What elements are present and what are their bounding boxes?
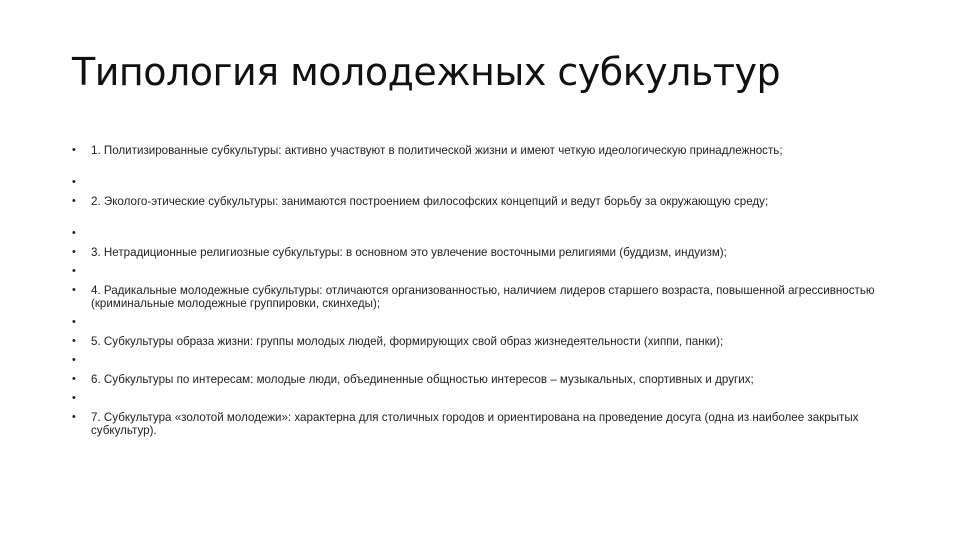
list-item xyxy=(72,284,882,310)
list-item-text: 6. Субкультуры по интересам: молодые люди, объединенные общностью интересов – музыкальных, спортивных и других; xyxy=(91,373,754,386)
bullet-icon: • xyxy=(72,195,76,207)
list-item-text: 2. Эколого-этические субкультуры: занимаются построением философских концепций и ведут борьбу за окружающую среду; xyxy=(91,195,769,208)
list-item xyxy=(72,411,882,437)
list-item xyxy=(72,373,882,386)
list-item-text: 7. Субкультура «золотой молодежи»: характерна для столичных городов и ориентирована на проведение досуга (одна из наиболее закрытых субкультур). xyxy=(91,411,859,437)
bullet-icon: • xyxy=(72,284,76,296)
list-item xyxy=(72,335,882,348)
list-item-empty xyxy=(72,354,882,367)
bullet-icon: • xyxy=(72,144,76,156)
bullet-icon: • xyxy=(72,176,76,188)
list-item-text: 4. Радикальные молодежные субкультуры: отличаются организованностью, наличием лидеров старшего возраста, повышенной агрессивностью (криминальные молодежные группировки, скинхеды); xyxy=(91,284,875,310)
bullet-list xyxy=(72,144,882,437)
list-item xyxy=(72,195,882,221)
bullet-icon: • xyxy=(72,316,76,328)
list-item-empty xyxy=(72,316,882,329)
bullet-icon: • xyxy=(72,411,76,423)
bullet-icon: • xyxy=(72,246,76,258)
list-item-text: 3. Нетрадиционные религиозные субкультуры: в основном это увлечение восточными религиями (буддизм, индуизм); xyxy=(91,246,727,259)
bullet-icon: • xyxy=(72,392,76,404)
list-item-empty xyxy=(72,227,882,240)
bullet-icon: • xyxy=(72,265,76,277)
list-item xyxy=(72,246,882,259)
list-item-empty xyxy=(72,176,882,189)
list-item-empty xyxy=(72,265,882,278)
bullet-icon: • xyxy=(72,373,76,385)
list-item-empty xyxy=(72,392,882,405)
list-item-text: 5. Субкультуры образа жизни: группы молодых людей, формирующих свой образ жизнедеятельности (хиппи, панки); xyxy=(91,335,724,348)
list-item xyxy=(72,144,882,170)
bullet-icon: • xyxy=(72,227,76,239)
bullet-icon: • xyxy=(72,354,76,366)
bullet-icon: • xyxy=(72,335,76,347)
list-item-text: 1. Политизированные субкультуры: активно участвуют в политической жизни и имеют четкую идеологическую принадлежность; xyxy=(91,144,783,157)
slide-title: Типология молодежных субкультур xyxy=(72,50,781,94)
